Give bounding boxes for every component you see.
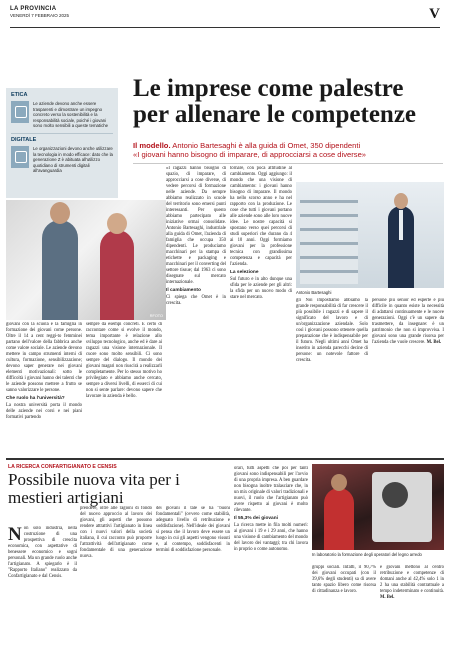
author-signature: M. Bel.: [380, 595, 395, 600]
column-text: La nostra università porta il mondo delle aziende nei corsi e nei piani formativi partendo: [6, 403, 82, 420]
column-subhead: Il 55,3% dei giovani: [234, 516, 278, 521]
newspaper-name: LA PROVINCIA: [10, 6, 57, 12]
kicker-quote: «I giovani hanno bisogno di imparare, di approcciarsi a cose diverse»: [133, 150, 367, 159]
bottom-column-3: [156, 506, 230, 652]
sidebar-box: [6, 88, 118, 198]
author-signature: M. Bel.: [426, 340, 442, 345]
portrait-photo: [296, 182, 444, 288]
article-column-1: [6, 322, 82, 458]
machine-shape: [372, 472, 432, 542]
section-divider: [6, 458, 444, 460]
column-text: giovani con la scuola e la famiglia in formazione dei giovani come persone. Oltre il 14 a cent reggi-to femminei partano dell'valore della fabbrica anche come valore sociale. Le aziende devono mettere in campo strumenti interni di cultura, formazione, sensibilizzazione; devono saper generare nei giovani elementi motivazionali: sotto le difficoltà i giovani hanno dei talenti che le aziende possono mettere a frutto se sanno valorizzare le persone.: [6, 322, 82, 393]
bottom-column-2: [80, 506, 152, 652]
column-text: sempre da esempi concreti. E certo di raccontare come si evolve il mondo, tema importante è relazione allo sviluppo tecnologico, anche ed è dare ai ragazzi una visione internazionale. Il cuore sono molto sensibili. Ci sono sempre del dialogo. Il mondo dei giovani magari non riuscirà a realizzarli completamente. Per lo stesso motivo ho privilegiato e abbiamo anche cercato, sempre a diversi livelli, di esserci di cui non si sente parlare: devono sapere che lavorare in azienda è bello.: [86, 322, 162, 399]
sidebar-tag-etica: ETICA: [11, 92, 28, 98]
column-subhead: Che ruolo ha l'università?: [6, 396, 65, 401]
article-column-4: [230, 166, 292, 458]
photo-person: [388, 206, 414, 288]
issue-date: VENERDÌ 7 FEBBRAIO 2025: [10, 13, 70, 18]
column-text: persone più senior ed esperte è più difficile in quanto esiste la necessità di adattarsi continuamente e le nuove generazioni. Oggi c'è un sapere da trasmettere, da insegnare: è un patrimonio che non si improvvisa. I giovani sono una grande risorsa per l'azienda che vuole crescere.: [372, 298, 444, 345]
sidebar-divider: [11, 133, 113, 134]
photo-person: [100, 230, 134, 320]
page-title: Le imprese come palestre per allenare le competenze: [133, 75, 417, 128]
photo-person: [324, 488, 354, 550]
bottom-kicker: LA RICERCA CONFARTIGIANATO E CENSIS: [8, 464, 117, 470]
sidebar-text-etica: Le aziende devono anche essere trasparenti e dimostrare un impegno concreto verso la sostenibilità e la responsabilità sociale, poiché i giovani sono molto sensibili a queste tematiche: [33, 101, 108, 129]
kicker-rule: [133, 163, 443, 164]
column-text: Ci spiega che Omet è in crescita.: [166, 295, 226, 306]
article-column-2: [86, 322, 162, 458]
top-rule: [10, 27, 440, 28]
digital-icon: [11, 146, 29, 168]
sidebar-text-digitale: Le organizzazioni devono anche utilizzare la tecnologia in modo efficace: dato che la generazione Z è abituata all'utilizzo quotidiano di strumenti digitali all'avanguardia: [33, 145, 113, 174]
column-text: A spiegarlo è il "Rapporto Italiano" realizzato da Confartigianato e dal Censis.: [8, 562, 77, 579]
warehouse-shelf: [300, 200, 358, 284]
column-text: dei giovani il tale se ha "buoni fondamentali" (ovvero come stabilità, adeguato livello di retribuzione e soddisfazione). Nell'ideale dei giovani si pensa che il lavoro deve essere un luogo in cui gli aspetti vengono vissuti e, al contempo, soddisfacenti in termini di soddisfazione personale.: [156, 506, 230, 553]
column-text: Sul futuro e in alto dunque una sfida per le aziende per gli altri: la sfida per un nuovo modo di stare nel mercato.: [230, 277, 292, 300]
article-column-3: [166, 166, 226, 458]
workshop-photo: [312, 464, 444, 550]
drop-cap: N: [8, 526, 22, 545]
kicker-rest: Antonio Bartesaghi è alla guida di Omet, 350 dipendenti: [172, 141, 361, 150]
workshop-caption: In laboratorio la formazione degli operatori del legno arredo: [312, 552, 422, 557]
ethics-icon: [11, 101, 29, 123]
column-text: gruppi sociali. Infatti, il 90,7% dei giovani occupati (con il 39,6% degli studenti) sa di avere tanto spazio libero come risorsa di cittadinanza e lavoro.: [312, 565, 376, 594]
bottom-title: Possibile nuova vita per i mestieri artigiani: [8, 470, 180, 507]
column-subhead: La selezione: [230, 270, 259, 275]
sidebar-tag-digitale: DIGITALE: [11, 136, 37, 143]
bottom-column-1: [8, 526, 77, 652]
column-text: La ricerca mette in fila molti numeri: ai giovani i 19 e i 29 anni, che hanno una visione di cambiamento del mondo del lavoro dei vantaggi; tra chi lavora in proprio o come autonomo.: [234, 523, 308, 552]
column-text: e giovani mettono al centro retribuzione e competenze di domani anche al 42,4% solo 1 in 2 ha una stabilità contrattuale a tempo indeterminato e continuità.: [380, 565, 444, 594]
article-kicker: [133, 141, 443, 159]
portrait-caption: Antonio Bartesaghi: [296, 290, 332, 295]
column-text: prendere, oltre alle ragioni di fondo del nuovo approccio al lavoro dei giovani, gli aspetti che possono rendere attrattivi l'artigianato in linea con i nuovi valori della società italiana, il cui racconto può proporre l'attrattività dell'artigianato come fondamentale di una generazione nuova.: [80, 506, 152, 559]
column-text: on solo industria, nella costruzione di una prospettiva di crescita economica, con aspettative di benessere economico e sogni personali. Ma un grande ruolo anche l'artigianato.: [8, 526, 77, 567]
column-subhead: Il cambiamento: [166, 288, 201, 293]
kicker-lead: Il modello.: [133, 141, 171, 150]
column-text: «I ragazzi hanno bisogno di spazio, di imparare, di approcciarsi a cose diverse, di vedere percorsi di formazione nelle aziende. Da sempre abbiamo realizzato in scuole del territorio sono emersi punti interessanti. Per questo abbiamo partecipato alle iniziative ormai consolidate. Antonio Bartesaghi, industriale alla guida di Omet, l'azienda di famiglia che occupa 350 dipendenti. Le produciamo macchinari per la stampa di etichette e packaging e macchinari per il converting del settore tissue; dal 1963 ci sono disegnate sul mercato internazionale.: [166, 166, 226, 285]
section-letter: V: [429, 6, 440, 22]
column-text: orari, tutti aspetti che poi per tanti giovani sono indispensabili per l'avvio di una propria impresa. A ben guardare non bisogna inoltre tralasciare che, in un mix originale di valori tradizionali e nuovi, il ruolo che l'artigianato può avere rispetto ai giovani è molto rilevante.: [234, 466, 308, 513]
article-column-5: [296, 298, 368, 458]
bottom-column-4: [234, 466, 308, 652]
bottom-column-6: [380, 565, 444, 652]
masthead: [10, 6, 440, 28]
students-photo: [6, 200, 166, 320]
column-text: gli Noi impostiamo abbiamo la grande responsabilità di far crescere il più possibile i ragazzi e di sapere il significato del lavoro e di un'organizzazione aziendale. Solo così i giovani possono ottenere quella preparazione che è indispensabile per il futuro. Negli ultimi anni Omet ha inserito in azienda parecchi decine di persone: un notevole fattore di crescita.: [296, 298, 368, 363]
photo-credit: RFOTO: [149, 314, 163, 318]
bottom-column-5: [312, 565, 376, 652]
photo-person: [42, 220, 78, 320]
article-column-6: [372, 298, 444, 458]
column-text: tornare, con poca attitudine al cambiamento. Oggi aggiungo: il mondo che una visione di cambiamento: i giovani hanno bisogno di imparare. Il mondo ha nello scorso anno e ha nel rapporto con la produzione. Le cose che tutti i giovani portano alle aziende sono alle loro nuove idee. Le nostre capacità si spostano verso quei percorsi di studi superiori che durano da 4 ai 10 anni. Oggi formiamo giovani per la professione tecnica con grandissima competenza e capacità per l'azienda.: [230, 166, 292, 267]
